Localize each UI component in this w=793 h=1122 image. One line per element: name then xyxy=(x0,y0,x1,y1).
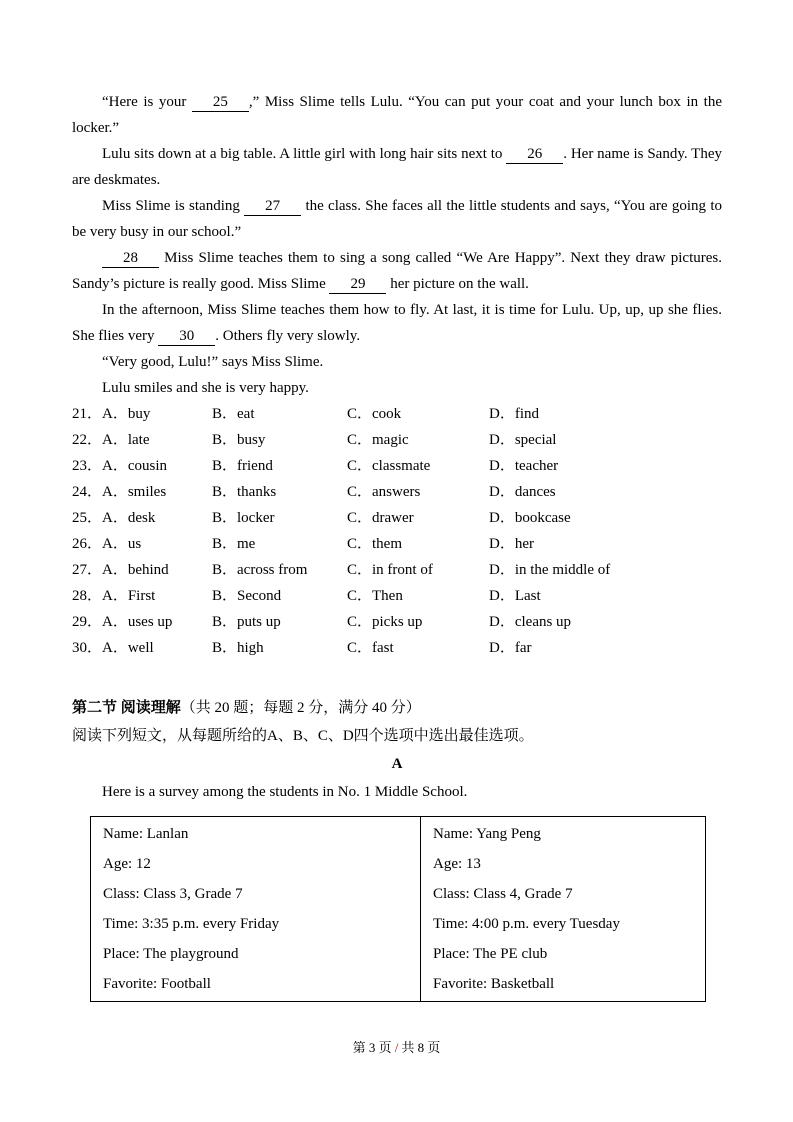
question-number: 29． xyxy=(72,614,103,630)
question-number: 21． xyxy=(72,406,103,422)
blank-26: 26 xyxy=(506,145,563,164)
section2-heading xyxy=(72,694,722,722)
question-23-option-D: D．teacher xyxy=(489,458,559,474)
question-row-25 xyxy=(72,505,722,531)
question-24-option-C: C．answers xyxy=(347,484,421,500)
question-29-option-A: A．uses up xyxy=(102,614,173,630)
passage-paragraph xyxy=(72,141,722,193)
question-number: 26． xyxy=(72,536,103,552)
question-27-option-D: D．in the middle of xyxy=(489,562,611,578)
passage-paragraph xyxy=(72,349,722,375)
question-number: 28． xyxy=(72,588,103,604)
question-21-option-B: B．eat xyxy=(212,406,255,422)
question-25-option-C: C．drawer xyxy=(347,510,414,526)
passage-paragraph xyxy=(72,89,722,141)
question-30-option-D: D．far xyxy=(489,640,532,656)
question-28-option-A: A．First xyxy=(102,588,156,604)
question-row-21 xyxy=(72,401,722,427)
question-21-option-A: A．buy xyxy=(102,406,151,422)
question-number: 30． xyxy=(72,640,103,656)
section2-title: 第二节 阅读理解 xyxy=(72,700,181,716)
question-28-option-B: B．Second xyxy=(212,588,282,604)
survey-line: Age: 13 xyxy=(433,856,481,872)
footer-total-label: 共 8 页 xyxy=(401,1040,441,1055)
question-26-option-A: A．us xyxy=(102,536,142,552)
footer-page-label: 第 3 页 xyxy=(352,1040,392,1055)
passage-text: “Very good, Lulu!” says Miss Slime. xyxy=(102,354,324,370)
section2-heading-detail: （共 20 题；每题 2 分，满分 40 分） xyxy=(180,700,421,716)
question-row-24 xyxy=(72,479,722,505)
question-30-option-C: C．fast xyxy=(347,640,394,656)
question-24-option-A: A．smiles xyxy=(102,484,167,500)
question-29-option-B: B．puts up xyxy=(212,614,281,630)
question-28-option-C: C．Then xyxy=(347,588,403,604)
question-number: 22． xyxy=(72,432,103,448)
question-26-option-C: C．them xyxy=(347,536,402,552)
survey-table xyxy=(90,816,706,1002)
question-23-option-A: A．cousin xyxy=(102,458,167,474)
question-29-option-D: D．cleans up xyxy=(489,614,572,630)
question-26-option-D: D．her xyxy=(489,536,534,552)
question-27-option-C: C．in front of xyxy=(347,562,433,578)
passage-text: the class. She faces all the little students and says, “You are going to be very busy in our school.” xyxy=(72,198,722,240)
survey-line: Place: The PE club xyxy=(433,946,548,962)
question-27-option-A: A．behind xyxy=(102,562,169,578)
passage-text: Lulu smiles and she is very happy. xyxy=(102,380,309,396)
passage-text: ,” Miss Slime tells Lulu. “You can put your coat and your lunch box in the locker.” xyxy=(72,94,722,136)
question-row-22 xyxy=(72,427,722,453)
question-23-option-B: B．friend xyxy=(212,458,273,474)
survey-cell-left xyxy=(91,817,421,1001)
question-30-option-A: A．well xyxy=(102,640,154,656)
question-25-option-B: B．locker xyxy=(212,510,275,526)
question-22-option-D: D．special xyxy=(489,432,557,448)
passage-text: her picture on the wall. xyxy=(386,276,529,292)
passage-text: Miss Slime teaches them to sing a song called “We Are Happy”. Next they draw pictures. Sandy’s picture is really good. Miss Slime xyxy=(72,250,722,292)
question-row-27 xyxy=(72,557,722,583)
question-26-option-B: B．me xyxy=(212,536,256,552)
question-row-29 xyxy=(72,609,722,635)
passage-text: “Here is your xyxy=(102,94,192,110)
question-21-option-C: C．cook xyxy=(347,406,402,422)
question-number: 25． xyxy=(72,510,103,526)
survey-line: Favorite: Football xyxy=(103,976,211,992)
blank-25: 25 xyxy=(192,93,249,112)
question-29-option-C: C．picks up xyxy=(347,614,423,630)
survey-line: Time: 4:00 p.m. every Tuesday xyxy=(433,916,620,932)
blank-29: 29 xyxy=(329,275,386,294)
passage-text: . Others fly very slowly. xyxy=(215,328,361,344)
passage-text: Lulu sits down at a big table. A little girl with long hair sits next to xyxy=(102,146,507,162)
question-21-option-D: D．find xyxy=(489,406,539,422)
question-27-option-B: B．across from xyxy=(212,562,308,578)
survey-line: Name: Yang Peng xyxy=(433,826,541,842)
question-list xyxy=(72,401,722,661)
question-number: 23． xyxy=(72,458,103,474)
survey-line: Class: Class 3, Grade 7 xyxy=(103,886,243,902)
survey-intro: Here is a survey among the students in No. 1 Middle School. xyxy=(102,784,468,800)
cloze-passage xyxy=(72,89,722,401)
question-25-option-A: A．desk xyxy=(102,510,156,526)
question-number: 27． xyxy=(72,562,103,578)
blank-27: 27 xyxy=(244,197,301,216)
question-row-26 xyxy=(72,531,722,557)
survey-cell-right xyxy=(421,817,705,1001)
passage-paragraph xyxy=(72,193,722,245)
passage-paragraph xyxy=(72,245,722,297)
blank-30: 30 xyxy=(158,327,215,346)
survey-line: Place: The playground xyxy=(103,946,239,962)
survey-line: Age: 12 xyxy=(103,856,151,872)
survey-line: Class: Class 4, Grade 7 xyxy=(433,886,573,902)
passage-text: . Her name is Sandy. They are deskmates. xyxy=(72,146,722,188)
survey-line: Name: Lanlan xyxy=(103,826,189,842)
passage-label-a: A xyxy=(391,756,403,772)
question-30-option-B: B．high xyxy=(212,640,264,656)
section2-instruction: 阅读下列短文，从每题所给的A、B、C、D四个选项中选出最佳选项。 xyxy=(72,728,534,744)
question-22-option-B: B．busy xyxy=(212,432,266,448)
survey-line: Time: 3:35 p.m. every Friday xyxy=(103,916,280,932)
question-22-option-C: C．magic xyxy=(347,432,409,448)
question-25-option-D: D．bookcase xyxy=(489,510,571,526)
page-footer xyxy=(0,1037,793,1056)
question-row-28 xyxy=(72,583,722,609)
question-24-option-D: D．dances xyxy=(489,484,556,500)
passage-paragraph xyxy=(72,297,722,349)
passage-text: In the afternoon, Miss Slime teaches them how to fly. At last, it is time for Lulu. Up, up, up she flies. She flies very xyxy=(72,302,722,344)
question-22-option-A: A．late xyxy=(102,432,150,448)
question-28-option-D: D．Last xyxy=(489,588,541,604)
question-row-23 xyxy=(72,453,722,479)
question-23-option-C: C．classmate xyxy=(347,458,431,474)
survey-line: Favorite: Basketball xyxy=(433,976,555,992)
question-row-30 xyxy=(72,635,722,661)
blank-28: 28 xyxy=(102,249,159,268)
footer-separator: / xyxy=(394,1040,399,1055)
passage-paragraph xyxy=(72,375,722,401)
question-24-option-B: B．thanks xyxy=(212,484,277,500)
passage-text: Miss Slime is standing xyxy=(102,198,245,214)
question-number: 24． xyxy=(72,484,103,500)
